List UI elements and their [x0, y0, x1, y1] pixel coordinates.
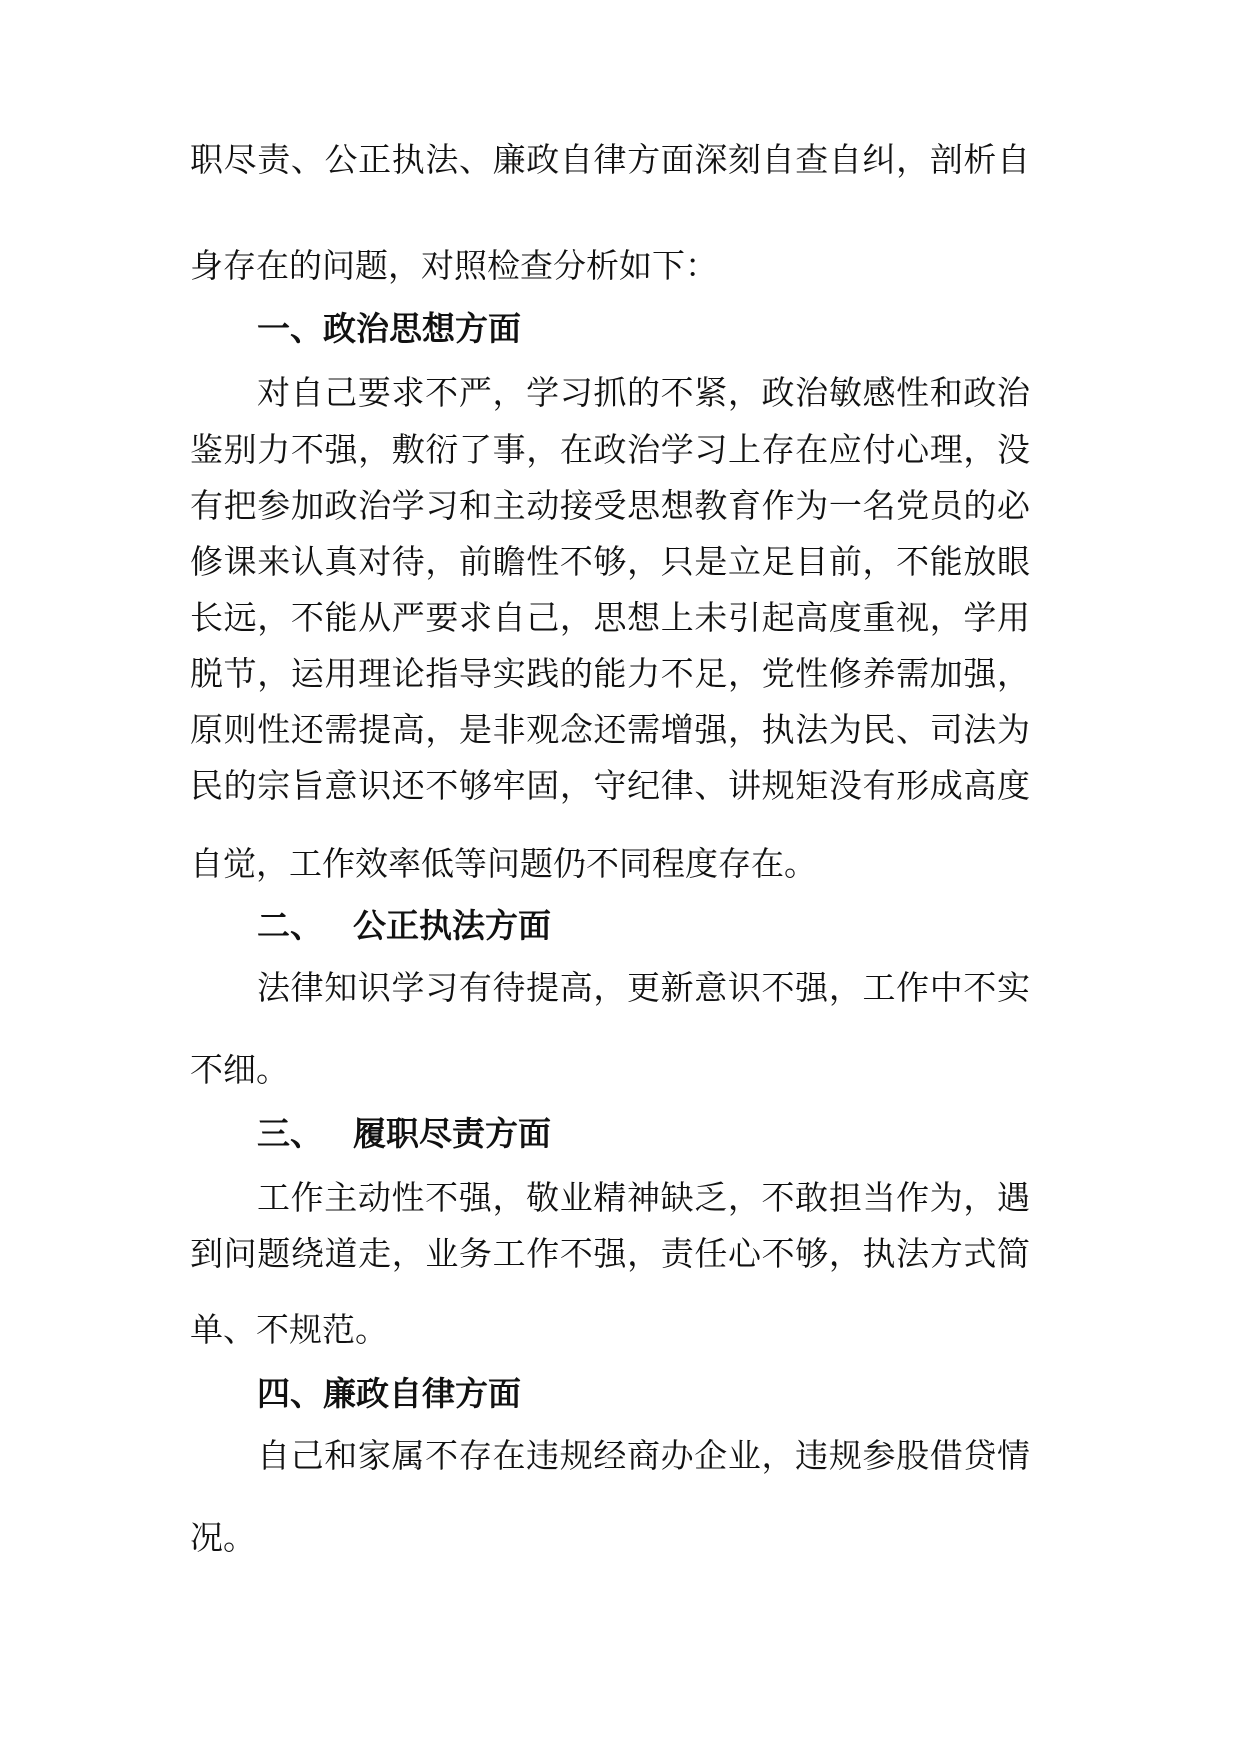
- section-heading-text: 公正执法方面: [353, 906, 551, 945]
- paragraph-line: 自觉，工作效率低等问题仍不同程度存在。: [190, 844, 817, 883]
- paragraph-line: 脱节，运用理论指导实践的能力不足，党性修养需加强，: [190, 654, 1030, 693]
- paragraph-line: 长远，不能从严要求自己，思想上未引起高度重视，学用: [190, 598, 1030, 637]
- intro-line-1: 职尽责、公正执法、廉政自律方面深刻自查自纠，剖析自: [190, 140, 1030, 179]
- paragraph-line: 况。: [190, 1518, 256, 1557]
- paragraph-line: 原则性还需提高，是非观念还需增强，执法为民、司法为: [190, 710, 1030, 749]
- paragraph-line: 不细。: [190, 1050, 289, 1089]
- paragraph-line: 民的宗旨意识还不够牢固，守纪律、讲规矩没有形成高度: [190, 766, 1030, 805]
- paragraph-line: 单、不规范。: [190, 1310, 388, 1349]
- section-heading-integrity: 四、廉政自律方面: [257, 1374, 521, 1413]
- paragraph-line: 鉴别力不强，敷衍了事，在政治学习上存在应付心理，没: [190, 430, 1030, 469]
- section-heading-political: 一、政治思想方面: [257, 309, 521, 348]
- section-heading-text: 履职尽责方面: [353, 1114, 551, 1153]
- paragraph-line: 对自己要求不严，学习抓的不紧，政治敏感性和政治: [257, 373, 1030, 412]
- paragraph-line: 法律知识学习有待提高，更新意识不强，工作中不实: [257, 968, 1030, 1007]
- paragraph-line: 到问题绕道走，业务工作不强，责任心不够，执法方式简: [190, 1234, 1030, 1273]
- paragraph-line: 自己和家属不存在违规经商办企业，违规参股借贷情: [257, 1436, 1030, 1475]
- paragraph-line: 有把参加政治学习和主动接受思想教育作为一名党员的必: [190, 486, 1030, 525]
- paragraph-line: 修课来认真对待，前瞻性不够，只是立足目前，不能放眼: [190, 542, 1030, 581]
- section-heading-law-enforcement: [257, 906, 1030, 946]
- section-heading-duty: [257, 1114, 1030, 1154]
- paragraph-line: 工作主动性不强，敬业精神缺乏，不敢担当作为，遇: [257, 1178, 1030, 1217]
- section-heading-number: 二、: [257, 906, 323, 945]
- section-heading-number: 三、: [257, 1114, 323, 1153]
- intro-line-2: 身存在的问题，对照检查分析如下：: [190, 246, 718, 285]
